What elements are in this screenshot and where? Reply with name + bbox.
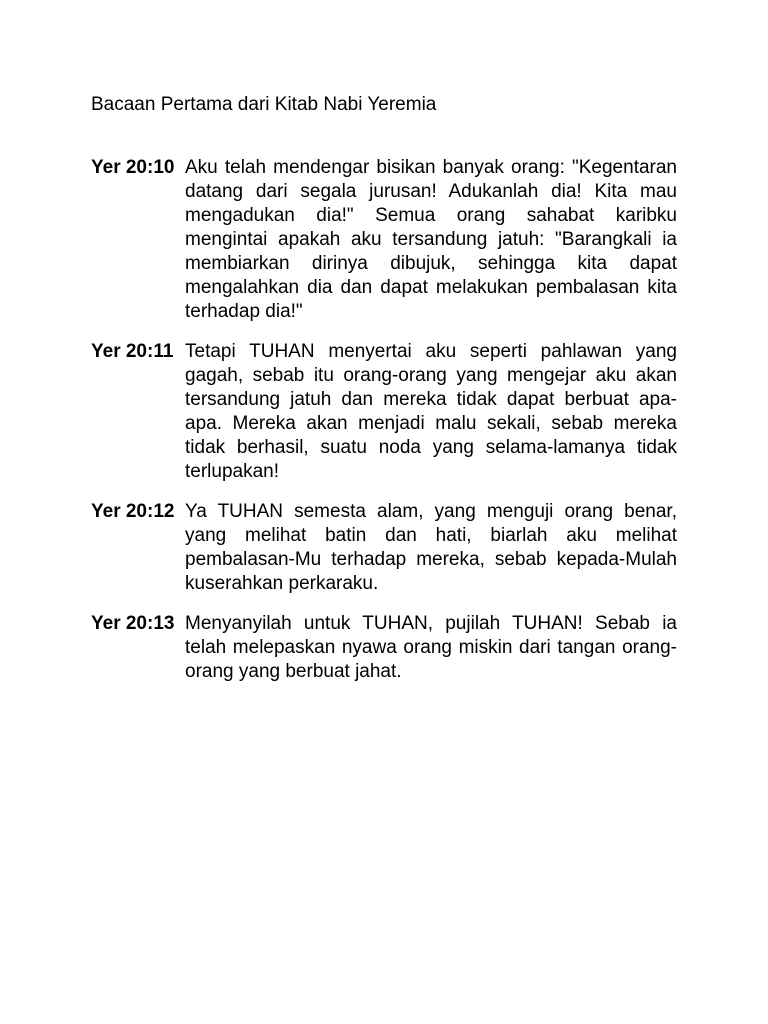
document-title: Bacaan Pertama dari Kitab Nabi Yeremia — [91, 94, 437, 115]
verse-item — [91, 340, 677, 484]
verse-text: Ya TUHAN semesta alam, yang menguji orang benar, yang melihat batin dan hati, biarlah aku melihat pembalasan-Mu terhadap mereka, sebab kepada-Mulah kuserahkan perkaraku. — [185, 501, 677, 594]
verse-item — [91, 156, 677, 324]
verse-list — [91, 156, 677, 700]
verse-reference: Yer 20:11 — [91, 341, 174, 362]
verse-item — [91, 612, 677, 684]
verse-text: Menyanyilah untuk TUHAN, pujilah TUHAN! Sebab ia telah melepaskan nyawa orang miskin dari tangan orang-orang yang berbuat jahat. — [185, 613, 677, 682]
verse-reference: Yer 20:10 — [91, 157, 175, 178]
verse-text: Aku telah mendengar bisikan banyak orang: "Kegentaran datang dari segala jurusan! Adukanlah dia! Kita mau mengadukan dia!" Semua orang sahabat karibku mengintai apakah aku tersandung jatuh: "Barangkali ia membiarkan dirinya dibujuk, sehingga kita dapat mengalahkan dia dan dapat melakukan pembalasan kita terhadap dia!" — [185, 157, 677, 322]
verse-reference: Yer 20:13 — [91, 613, 175, 634]
verse-item — [91, 500, 677, 596]
verse-text: Tetapi TUHAN menyertai aku seperti pahlawan yang gagah, sebab itu orang-orang yang mengejar aku akan tersandung jatuh dan mereka tidak dapat berbuat apa-apa. Mereka akan menjadi malu sekali, sebab mereka tidak berhasil, suatu noda yang selama-lamanya tidak terlupakan! — [185, 341, 677, 482]
verse-reference: Yer 20:12 — [91, 501, 175, 522]
